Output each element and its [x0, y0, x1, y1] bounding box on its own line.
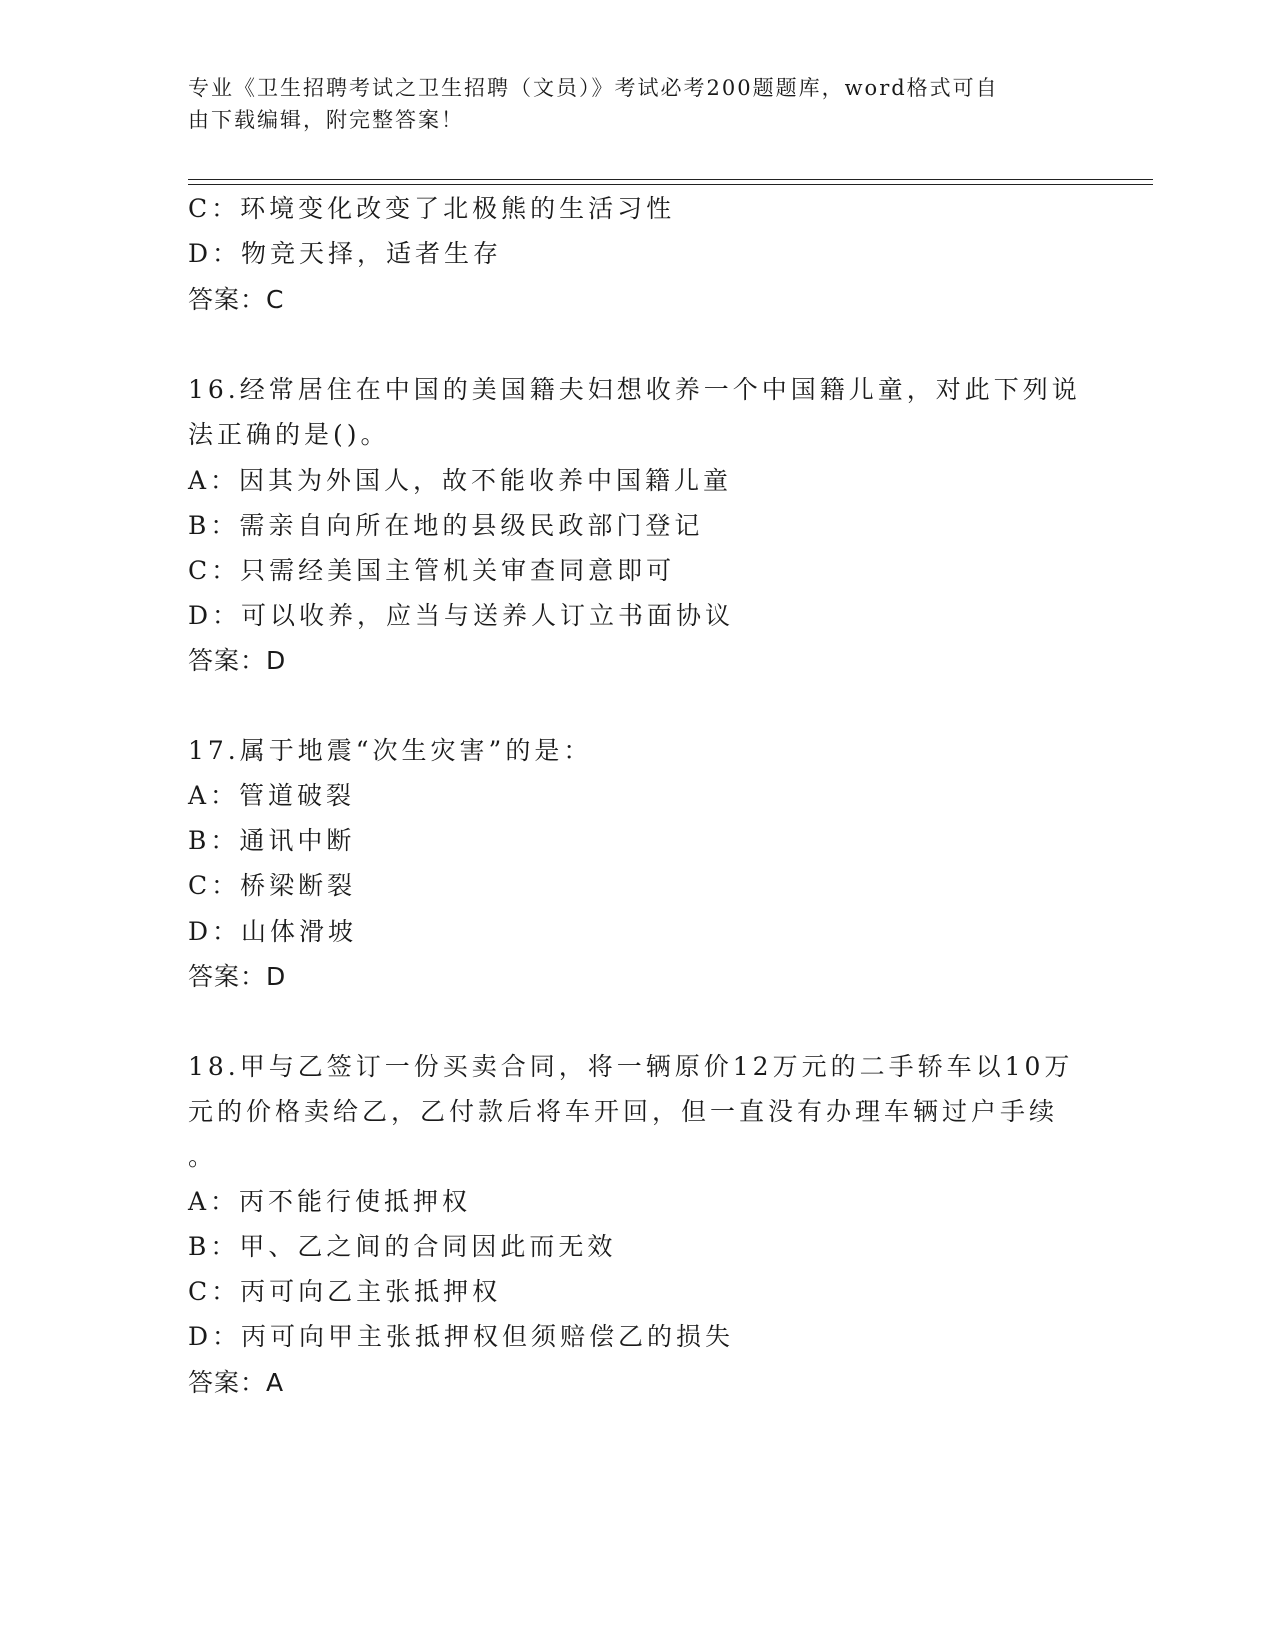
- q17-option-b: B：通讯中断: [188, 826, 356, 855]
- q16-stem-line-2: 法正确的是()。: [188, 420, 390, 449]
- q17-option-a: A：管道破裂: [188, 781, 356, 810]
- q17-option-c: C：桥梁断裂: [188, 871, 357, 900]
- header-divider-bottom: [188, 184, 1153, 185]
- prev-option-d: D：物竞天择，适者生存: [188, 239, 503, 268]
- q18-stem-line-3: 。: [188, 1142, 218, 1171]
- q16-option-a: A：因其为外国人，故不能收养中国籍儿童: [188, 466, 733, 495]
- q18-option-a: A：丙不能行使抵押权: [188, 1187, 472, 1216]
- prev-answer: 答案：C: [188, 285, 285, 314]
- header-line-1: 专业《卫生招聘考试之卫生招聘（文员）》考试必考200题题库，word格式可自: [188, 76, 999, 100]
- q18-option-d: D：丙可向甲主张抵押权但须赔偿乙的损失: [188, 1322, 735, 1351]
- header-divider-top: [188, 179, 1153, 180]
- q17-option-d: D：山体滑坡: [188, 917, 358, 946]
- q16-option-c: C：只需经美国主管机关审查同意即可: [188, 556, 676, 585]
- q18-stem-line-1: 18.甲与乙签订一份买卖合同，将一辆原价12万元的二手轿车以10万: [188, 1052, 1074, 1081]
- q16-stem-line-1: 16.经常居住在中国的美国籍夫妇想收养一个中国籍儿童，对此下列说: [188, 375, 1081, 404]
- prev-option-c: C：环境变化改变了北极熊的生活习性: [188, 194, 676, 223]
- q17-stem-line-1: 17.属于地震“次生灾害”的是：: [188, 736, 593, 765]
- document-header: [188, 72, 1068, 136]
- q18-option-b: B：甲、乙之间的合同因此而无效: [188, 1232, 617, 1261]
- q17-answer: 答案：D: [188, 962, 287, 991]
- q16-answer: 答案：D: [188, 646, 287, 675]
- header-line-2: 由下载编辑，附完整答案！: [188, 108, 464, 132]
- q18-stem-line-2: 元的价格卖给乙，乙付款后将车开回，但一直没有办理车辆过户手续: [188, 1097, 1059, 1126]
- q18-option-c: C：丙可向乙主张抵押权: [188, 1277, 502, 1306]
- q16-option-b: B：需亲自向所在地的县级民政部门登记: [188, 511, 704, 540]
- q16-option-d: D：可以收养，应当与送养人订立书面协议: [188, 601, 735, 630]
- q18-answer: 答案：A: [188, 1368, 285, 1397]
